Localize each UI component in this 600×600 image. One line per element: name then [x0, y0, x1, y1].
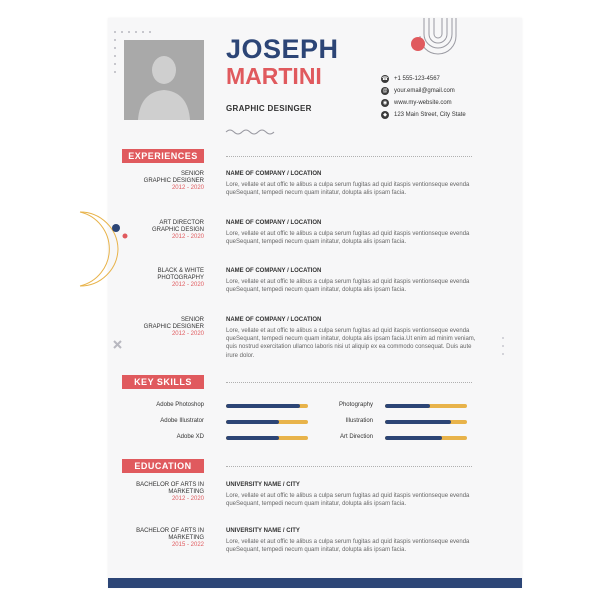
contact-text: www.my-website.com — [394, 100, 452, 106]
school-name: UNIVERSITY NAME / CITY — [226, 482, 300, 488]
exp-company: NAME OF COMPANY / LOCATION — [226, 220, 322, 226]
skills-heading: KEY SKILLS — [122, 375, 204, 389]
footer-bar — [108, 578, 522, 588]
profile-photo — [124, 40, 204, 120]
wave-decoration — [226, 130, 274, 134]
contact-phone — [381, 74, 440, 84]
exp-description: Lore, vellate et aut offic te alibus a culpa serum fugitas ad quid itaspis ventionseque evenda queSequant, tempedi necum quam initatur, dolupta alis ipsam facia. — [226, 279, 470, 294]
exp-company: NAME OF COMPANY / LOCATION — [226, 268, 322, 274]
first-name: JOSEPH — [226, 34, 339, 64]
skill-name: Adobe Photoshop — [156, 402, 204, 408]
skill-bar — [385, 420, 467, 424]
divider — [226, 382, 472, 383]
exp-role: SENIOR GRAPHIC DESIGNER 2012 - 2020 — [143, 317, 204, 337]
skill-name: Art Direction — [339, 434, 373, 440]
exp-role: BLACK & WHITE PHOTOGRAPHY 2012 - 2020 — [157, 268, 204, 288]
contact-text: +1 555-123-4567 — [394, 76, 440, 82]
edu-description: Lore, vellate et aut offic te alibus a culpa serum fugitas ad quid itaspis ventionseque evenda queSequant, tempedi necum quam initatur, dolupta alis ipsam facia. — [226, 539, 470, 554]
exp-description: Lore, vellate et aut offic te alibus a culpa serum fugitas ad quid itaspis ventionseque evenda queSequant, tempedi necum quam initatur, dolupta alis ipsam facia. — [226, 182, 470, 197]
divider — [226, 156, 472, 157]
phone-icon: ☎ — [381, 76, 389, 82]
contact-location — [381, 110, 466, 120]
contact-web — [381, 98, 452, 108]
exp-role: ART DIRECTOR GRAPHIC DESIGN 2012 - 2020 — [151, 220, 204, 240]
exp-role: SENIOR GRAPHIC DESIGNER 2012 - 2020 — [143, 171, 204, 191]
person-silhouette-icon — [124, 40, 204, 120]
location-icon: ◆ — [381, 111, 389, 119]
arches-decoration — [420, 18, 456, 54]
divider — [226, 466, 472, 467]
skill-bar — [385, 436, 467, 440]
skill-name: Adobe Illustrator — [160, 418, 204, 424]
contact-text: 123 Main Street, City State — [394, 112, 466, 118]
exp-company: NAME OF COMPANY / LOCATION — [226, 171, 322, 177]
education-heading: EDUCATION — [122, 459, 204, 473]
exp-description: Lore, vellate et aut offic te alibus a culpa serum fugitas ad quid itaspis ventionseque evenda queSequant, tempedi necum quam initatur, dolupta alis ipsam facia. — [226, 231, 470, 246]
navy-dot-decoration — [112, 224, 120, 232]
skill-name: Adobe XD — [176, 434, 204, 440]
exp-company: NAME OF COMPANY / LOCATION — [226, 317, 322, 323]
exp-description: Lore, vellate et aut offic te alibus a culpa serum fugitas ad quid itaspis ventionseque evenda queSequant, tempedi necum quam initatur, dolupta alis ipsam facia.Ut enim ad minim veniam, quis nostrud exercitation ullamco laboris nisi ut aliquip ex ea commodo consequat. Duis aute irure dolor. — [226, 328, 476, 359]
skill-name: Illustration — [345, 418, 373, 424]
experiences-heading: EXPERIENCES — [122, 149, 204, 163]
dots-decoration — [502, 337, 504, 355]
skill-bar — [385, 404, 467, 408]
red-dot-decoration — [411, 37, 425, 51]
degree: BACHELOR OF ARTS IN MARKETING 2012 - 2020 — [136, 482, 204, 502]
email-icon: @ — [382, 88, 388, 94]
degree: BACHELOR OF ARTS IN MARKETING 2015 - 2022 — [136, 528, 204, 548]
last-name: MARTINI — [226, 63, 322, 89]
web-icon: ◉ — [382, 100, 388, 106]
job-title: GRAPHIC DESINGER — [226, 104, 312, 113]
edu-description: Lore, vellate et aut offic te alibus a culpa serum fugitas ad quid itaspis ventionseque evenda queSequant, tempedi necum quam initatur, dolupta alis ipsam facia. — [226, 493, 470, 508]
arc-decoration — [80, 212, 109, 286]
x-mark-decoration — [114, 341, 121, 348]
contact-email — [381, 86, 455, 96]
school-name: UNIVERSITY NAME / CITY — [226, 528, 300, 534]
skill-name: Photography — [338, 402, 373, 408]
contact-text: your.email@gmail.com — [394, 88, 455, 94]
